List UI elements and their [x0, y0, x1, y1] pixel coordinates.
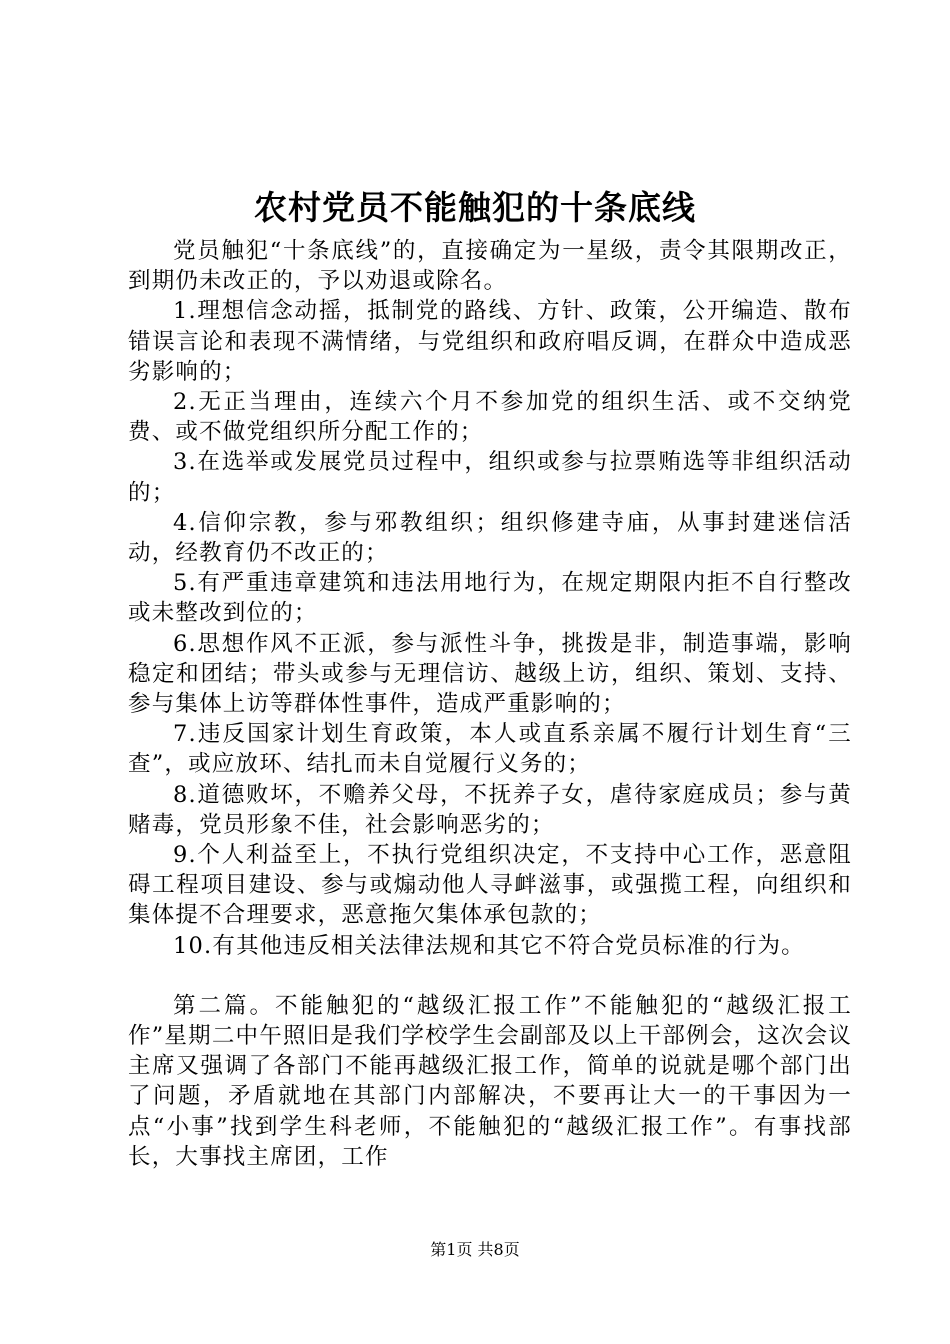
document-title: 农村党员不能触犯的十条底线	[254, 188, 696, 227]
list-item: 3.在选举或发展党员过程中，组织或参与拉票贿选等非组织活动的；	[128, 449, 852, 506]
list-item: 10.有其他违反相关法律法规和其它不符合党员标准的行为。	[173, 932, 805, 959]
list-item: 2.无正当理由，连续六个月不参加党的组织生活、或不交纳党费、或不做党组织所分配工作的；	[128, 389, 852, 446]
list-item: 9.个人利益至上，不执行党组织决定，不支持中心工作，恶意阻碍工程项目建设、参与或煽动他人寻衅滋事，或强揽工程，向组织和集体提不合理要求，恶意拖欠集体承包款的；	[128, 842, 852, 929]
page-footer: 第1页 共8页	[430, 1240, 520, 1259]
second-part-paragraph: 第二篇。不能触犯的“越级汇报工作”不能触犯的“越级汇报工作”星期二中午照旧是我们学校学生会副部及以上干部例会，这次会议主席又强调了各部门不能再越级汇报工作，简单的说就是哪个部门出了问题，矛盾就地在其部门内部解决，不要再让大一的干事因为一点“小事”找到学生科老师，不能触犯的“越级汇报工作”。有事找部长，大事找主席团，工作	[128, 992, 852, 1170]
document-body	[128, 236, 852, 1172]
list-item: 8.道德败坏，不赡养父母，不抚养子女，虐待家庭成员；参与黄赌毒，党员形象不佳，社会影响恶劣的；	[128, 781, 852, 838]
list-item: 6.思想作风不正派，参与派性斗争，挑拨是非，制造事端，影响稳定和团结；带头或参与无理信访、越级上访，组织、策划、支持、参与集体上访等群体性事件，造成严重影响的；	[128, 630, 852, 718]
list-item: 5.有严重违章建筑和违法用地行为，在规定期限内拒不自行整改或未整改到位的；	[128, 570, 852, 627]
list-item: 7.违反国家计划生育政策，本人或直系亲属不履行计划生育“三查”，或应放环、结扎而未自觉履行义务的；	[128, 721, 852, 778]
list-item: 1.理想信念动摇，抵制党的路线、方针、政策，公开编造、散布错误言论和表现不满情绪，与党组织和政府唱反调，在群众中造成恶劣影响的；	[128, 298, 852, 385]
list-item: 4.信仰宗教，参与邪教组织；组织修建寺庙，从事封建迷信活动，经教育仍不改正的；	[128, 509, 852, 567]
paragraph-spacer	[128, 961, 852, 991]
intro-paragraph: 党员触犯“十条底线”的，直接确定为一星级，责令其限期改正，到期仍未改正的，予以劝退或除名。	[128, 238, 852, 295]
